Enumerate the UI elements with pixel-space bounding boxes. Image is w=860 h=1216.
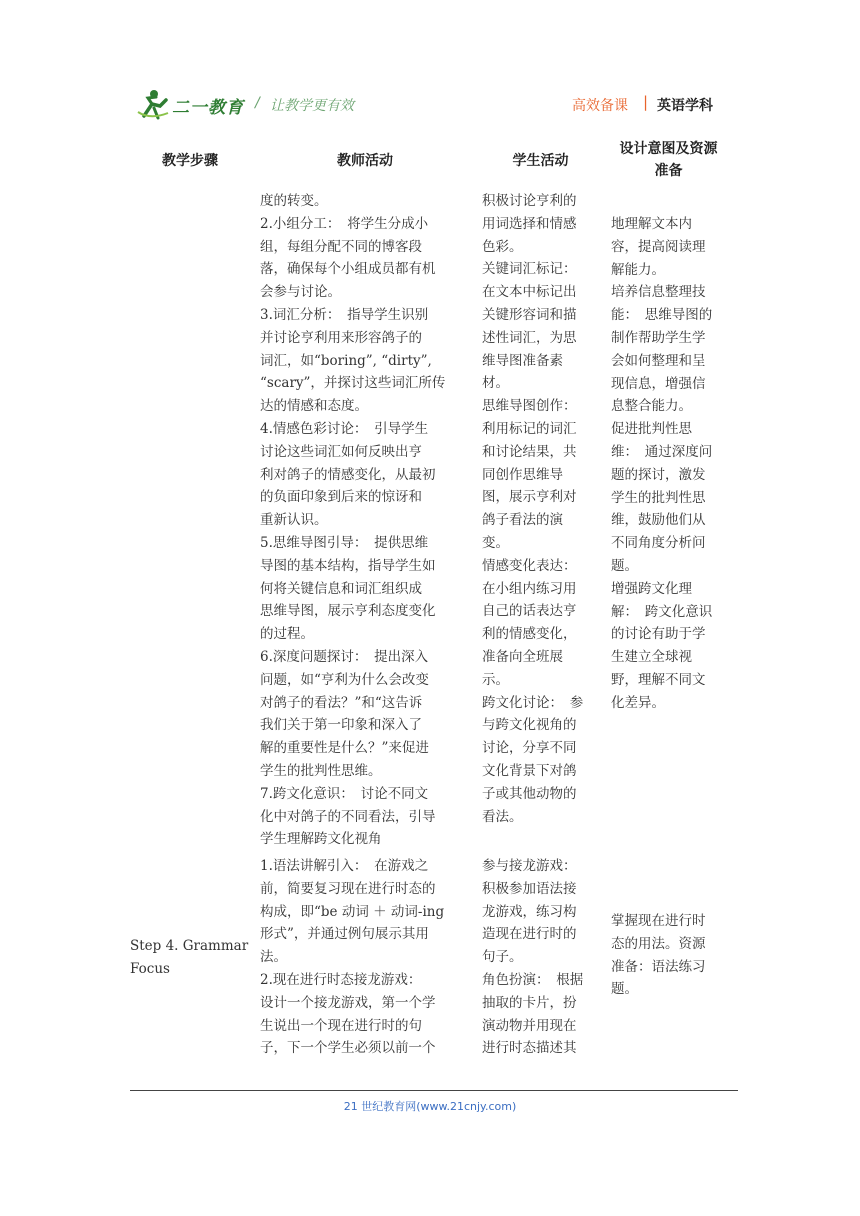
row1-student-activity: 积极讨论亨利的 用词选择和情感 色彩。 关键词汇标记： 在文本中标记出 关键形容词和描 述性词汇，为思 维导图准备素 材。 思维导图创作： 利用标记的词汇 和讨论结果，共 同创作思维导 图，展示亨利对 鸽子看法的演 变。 情感变化表达： 在小组内练习用 自己的话表达亨 利的情感变化， 准备向全班展 示。 跨文化讨论： 参 与跨文化视角的 讨论，分享不同 文化背景下对鸽 子或其他动物的 看法。	[482, 193, 584, 825]
header-slogan: 让教学更有效	[270, 98, 354, 114]
footer-text[interactable]: 21 世纪教育网(www.21cnjy.com)	[343, 1100, 517, 1113]
header-tag-separator: |	[643, 93, 649, 111]
column-header-step: 教学步骤	[162, 153, 218, 169]
column-header-design: 设计意图及资源 准备	[619, 141, 718, 179]
footer-rule	[130, 1090, 738, 1091]
row1-design-intent: 地理解文本内 容，提高阅读理 解能力。 培养信息整理技 能： 思维导图的 制作帮助学生学 会如何整理和呈 现信息，增强信 息整合能力。 促进批判性思 维： 通过深度问 题的探讨，激发 学生的批判性思 维，鼓励他们从 不同角度分析问 题。 增强跨文化理 解： 跨文化意识 的讨论有助于学 生建立全球视 野，理解不同文 化差异。	[611, 216, 713, 711]
row2-student-activity: 参与接龙游戏： 积极参加语法接 龙游戏，练习构 造现在进行时的 句子。 角色扮演： 根据 抽取的卡片，扮 演动物并用现在 进行时态描述其	[482, 858, 584, 1057]
column-header-student: 学生活动	[512, 153, 569, 169]
row2-step-label: Step 4. Grammar Focus	[130, 938, 249, 977]
logo-text: 二一教育	[172, 98, 244, 118]
header-tag-subject: 英语学科	[657, 98, 713, 114]
column-header-teacher: 教师活动	[337, 153, 393, 169]
header-slash: /	[255, 95, 260, 111]
header-tag-efficient-prep: 高效备课	[572, 98, 628, 114]
row1-teacher-activity: 度的转变。 2.小组分工： 将学生分成小 组，每组分配不同的博客段 落，确保每个小组成员都有机 会参与讨论。 3.词汇分析： 指导学生识别 并讨论亨利用来形容鸽子的 词汇，如“boring”, “dirty”, “scary”，并探讨这些词汇所传 达的情感和态度。 4.情感色彩讨论： 引导学生 讨论这些词汇如何反映出亨 利对鸽子的情感变化，从最初 的负面印象到后来的惊讶和 重新认识。 5.思维导图引导： 提供思维 导图的基本结构，指导学生如 何将关键信息和词汇组织成 思维导图，展示亨利态度变化 的过程。 6.深度问题探讨： 提出深入 问题，如“亨利为什么会改变 对鸽子的看法？”和“这告诉 我们关于第一印象和深入了 解的重要性是什么？”来促进 学生的批判性思维。 7.跨文化意识： 讨论不同文 化中对鸽子的不同看法，引导 学生理解跨文化视角	[260, 193, 446, 848]
page-header	[0, 0, 860, 140]
row2-design-intent: 掌握现在进行时 态的用法。资源 准备：语法练习 题。	[611, 913, 706, 998]
row2-teacher-activity: 1.语法讲解引入： 在游戏之 前，简要复习现在进行时态的 构成，即“be 动词 ＋ 动词-ing 形式”，并通过例句展示其用 法。 2.现在进行时态接龙游戏： 设计一个接龙游戏，第一个学 生说出一个现在进行时的句 子，下一个学生必须以前一个	[260, 858, 445, 1057]
